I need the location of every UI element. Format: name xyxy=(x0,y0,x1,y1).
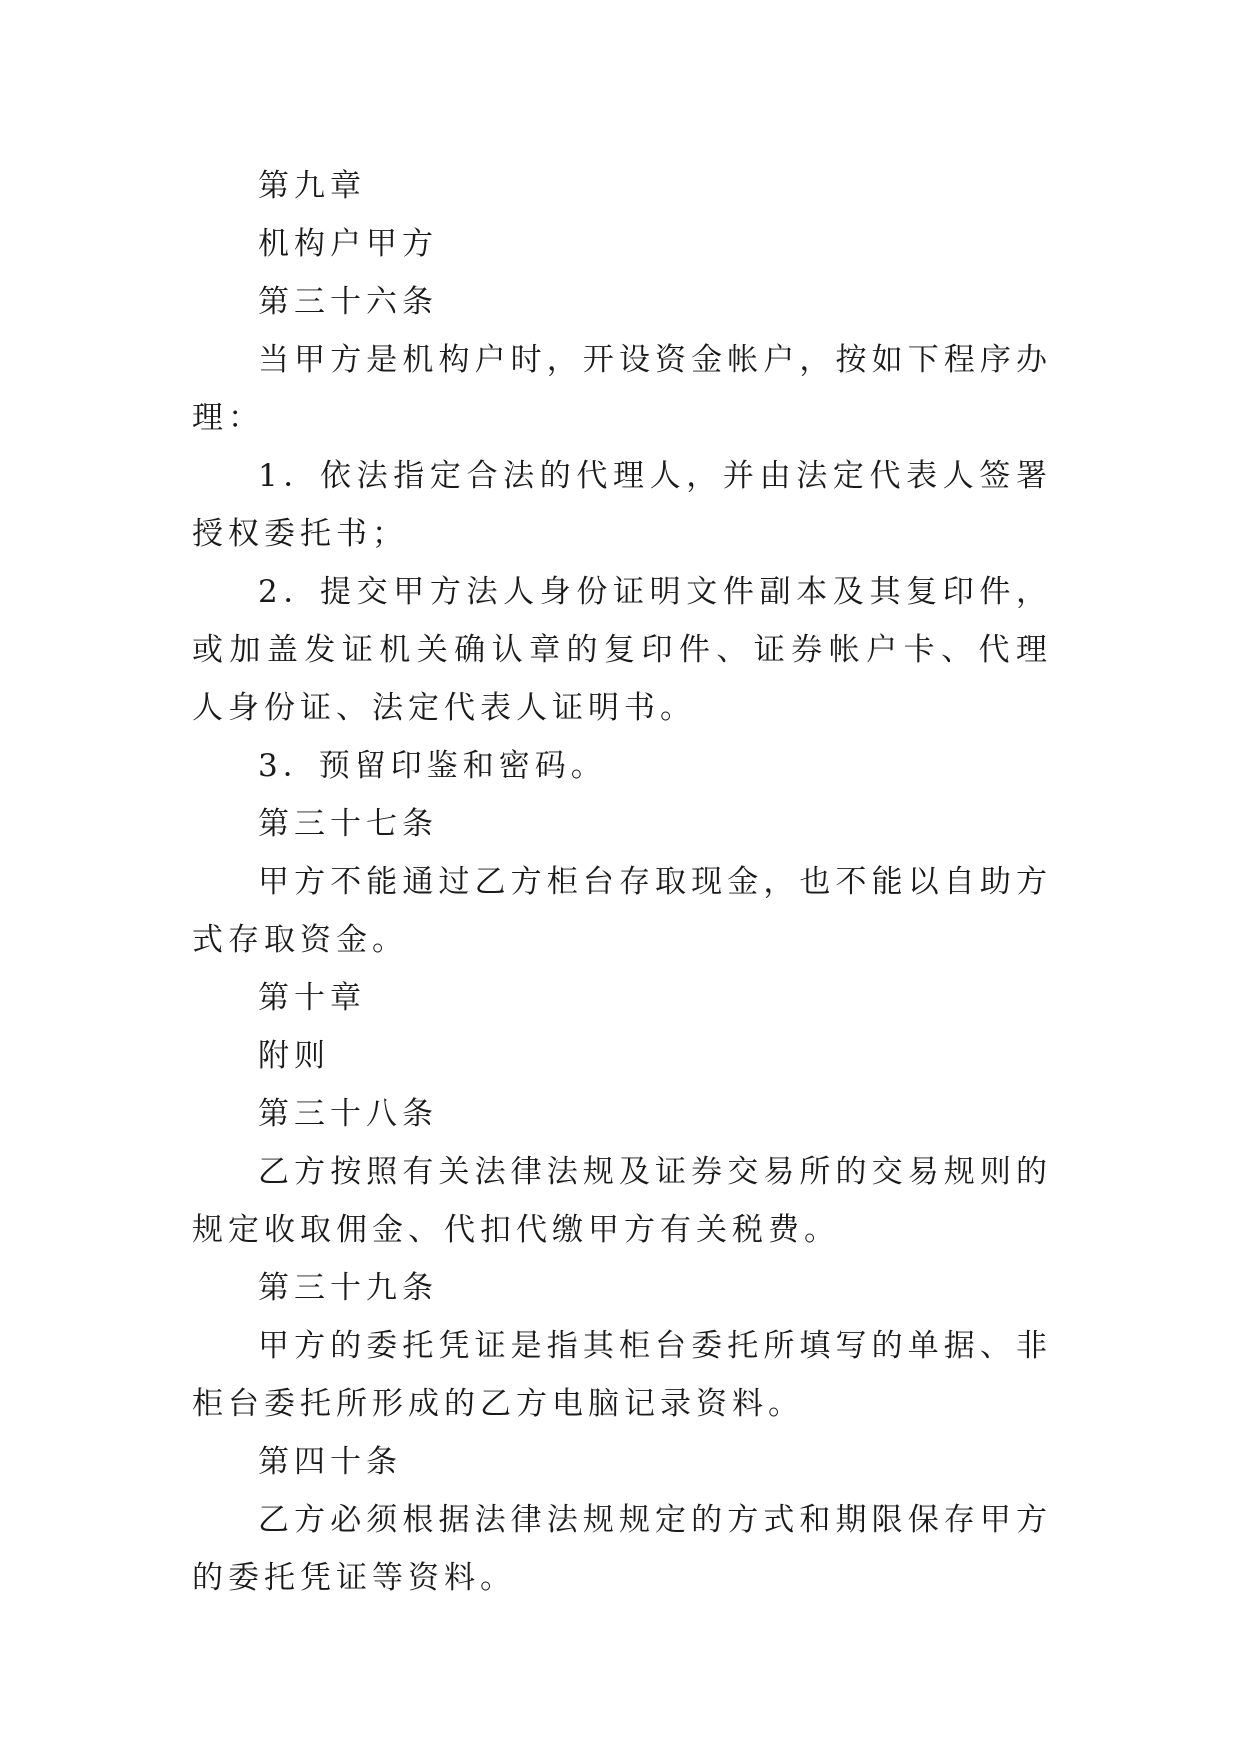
chapter-heading: 第九章 xyxy=(258,168,366,204)
chapter-title: 机构户甲方 xyxy=(258,226,438,262)
paragraph: 2．提交甲方法人身份证明文件副本及其复印件，或加盖发证机关确认章的复印件、证券帐户卡、代理人身份证、法定代表人证明书。 xyxy=(192,574,1052,726)
chapter-title: 附则 xyxy=(258,1038,330,1074)
paragraph: 甲方不能通过乙方柜台存取现金，也不能以自助方式存取资金。 xyxy=(192,864,1052,958)
article-heading: 第三十九条 xyxy=(258,1270,438,1306)
article-heading: 第四十条 xyxy=(258,1444,402,1480)
document-body xyxy=(192,157,1052,1607)
article-heading: 第三十六条 xyxy=(258,284,438,320)
chapter-heading: 第十章 xyxy=(258,980,366,1016)
paragraph: 乙方按照有关法律法规及证券交易所的交易规则的规定收取佣金、代扣代缴甲方有关税费。 xyxy=(192,1154,1052,1248)
paragraph: 3．预留印鉴和密码。 xyxy=(258,748,607,784)
paragraph: 当甲方是机构户时，开设资金帐户，按如下程序办理： xyxy=(192,342,1052,436)
paragraph: 甲方的委托凭证是指其柜台委托所填写的单据、非柜台委托所形成的乙方电脑记录资料。 xyxy=(192,1328,1052,1422)
paragraph: 乙方必须根据法律法规规定的方式和期限保存甲方的委托凭证等资料。 xyxy=(192,1502,1052,1596)
article-heading: 第三十七条 xyxy=(258,806,438,842)
paragraph: 1．依法指定合法的代理人，并由法定代表人签署授权委托书； xyxy=(192,458,1052,552)
article-heading: 第三十八条 xyxy=(258,1096,438,1132)
